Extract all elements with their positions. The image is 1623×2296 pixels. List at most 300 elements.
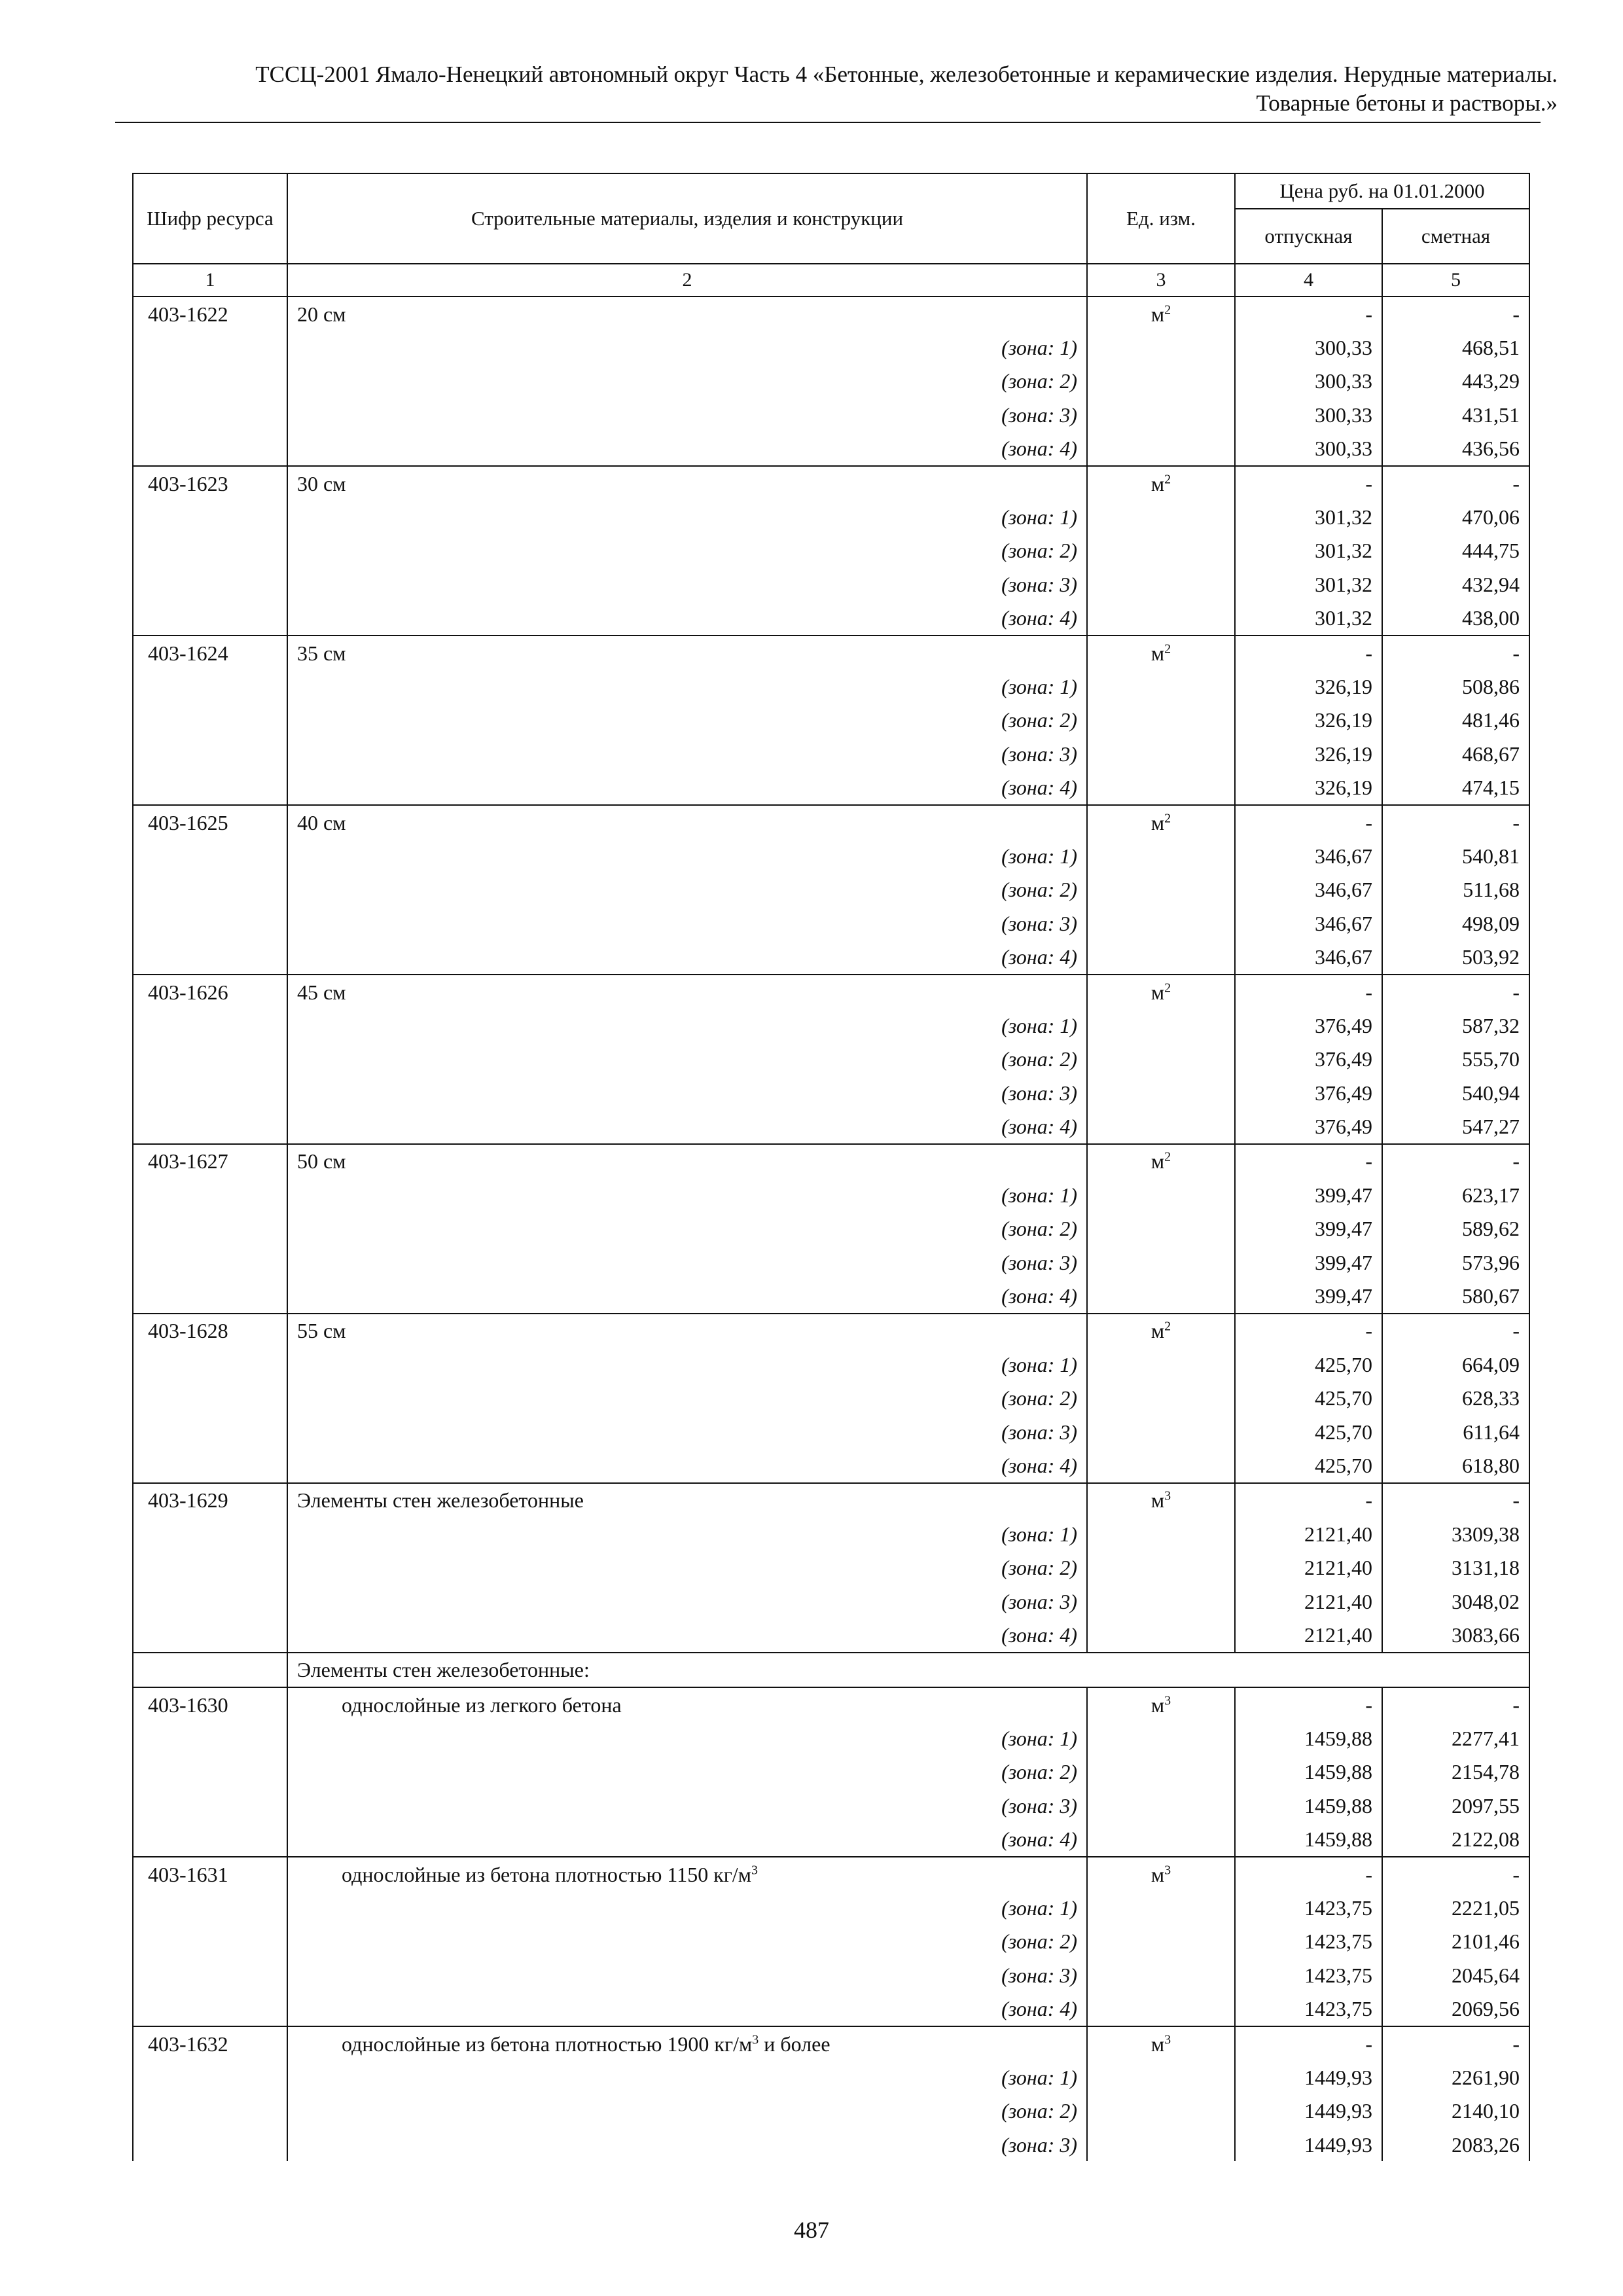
zone-label: (зона: 1) bbox=[287, 1517, 1087, 1551]
zone-label: (зона: 1) bbox=[287, 331, 1087, 364]
resource-code-empty bbox=[133, 534, 287, 567]
zone-label: (зона: 3) bbox=[287, 737, 1087, 770]
table-row-item bbox=[133, 296, 1529, 331]
estimate-price: - bbox=[1382, 1314, 1529, 1348]
resource-code-empty bbox=[133, 1382, 287, 1415]
estimate-price: 2097,55 bbox=[1382, 1789, 1529, 1822]
estimate-price: 573,96 bbox=[1382, 1246, 1529, 1279]
table-row-zone bbox=[133, 737, 1529, 770]
release-price: - bbox=[1235, 975, 1382, 1009]
release-price: 346,67 bbox=[1235, 839, 1382, 872]
unit-of-measure bbox=[1087, 636, 1235, 670]
zone-label: (зона: 3) bbox=[287, 1789, 1087, 1822]
material-name bbox=[287, 1687, 1087, 1721]
zone-label: (зона: 4) bbox=[287, 432, 1087, 466]
zone-label: (зона: 3) bbox=[287, 1958, 1087, 1992]
release-price: 301,32 bbox=[1235, 567, 1382, 601]
material-name-text: 20 см bbox=[297, 302, 346, 326]
estimate-price: 611,64 bbox=[1382, 1415, 1529, 1448]
estimate-price: 2101,46 bbox=[1382, 1925, 1529, 1958]
estimate-price: 438,00 bbox=[1382, 601, 1529, 636]
release-price: 1423,75 bbox=[1235, 1891, 1382, 1924]
zone-label: (зона: 2) bbox=[287, 1551, 1087, 1584]
estimate-price: 3048,02 bbox=[1382, 1585, 1529, 1618]
unit-superscript: 3 bbox=[1164, 2032, 1171, 2047]
resource-code-empty bbox=[133, 2094, 287, 2128]
release-price: 425,70 bbox=[1235, 1348, 1382, 1381]
release-price: 425,70 bbox=[1235, 1382, 1382, 1415]
unit-superscript: 2 bbox=[1164, 471, 1171, 486]
estimate-price: - bbox=[1382, 636, 1529, 670]
unit-empty bbox=[1087, 1789, 1235, 1822]
table-body bbox=[133, 296, 1529, 2161]
unit-superscript: 2 bbox=[1164, 980, 1171, 995]
table-row-zone bbox=[133, 1448, 1529, 1482]
estimate-price: 508,86 bbox=[1382, 670, 1529, 703]
release-price: 1423,75 bbox=[1235, 1992, 1382, 2026]
zone-label: (зона: 3) bbox=[287, 1585, 1087, 1618]
release-price: 300,33 bbox=[1235, 331, 1382, 364]
unit-empty bbox=[1087, 839, 1235, 872]
resource-code-empty bbox=[133, 1958, 287, 1992]
unit-empty bbox=[1087, 1009, 1235, 1042]
unit-empty bbox=[1087, 1925, 1235, 1958]
column-header-price-group: Цена руб. на 01.01.2000 bbox=[1235, 173, 1529, 209]
zone-label: (зона: 2) bbox=[287, 1925, 1087, 1958]
table-row-zone bbox=[133, 500, 1529, 533]
zone-label: (зона: 2) bbox=[287, 873, 1087, 906]
resource-code-empty bbox=[133, 873, 287, 906]
estimate-price: 587,32 bbox=[1382, 1009, 1529, 1042]
unit-empty bbox=[1087, 567, 1235, 601]
table-row-zone bbox=[133, 670, 1529, 703]
zone-label: (зона: 1) bbox=[287, 1178, 1087, 1211]
unit-empty bbox=[1087, 670, 1235, 703]
release-price: - bbox=[1235, 1144, 1382, 1178]
release-price: 1459,88 bbox=[1235, 1789, 1382, 1822]
table-row-zone bbox=[133, 1721, 1529, 1755]
column-number: 5 bbox=[1382, 264, 1529, 296]
unit-empty bbox=[1087, 1043, 1235, 1076]
material-name bbox=[287, 1483, 1087, 1517]
resource-code-empty bbox=[133, 398, 287, 431]
unit-empty bbox=[1087, 1279, 1235, 1313]
unit-text: м bbox=[1150, 810, 1165, 834]
material-name-superscript: 3 bbox=[751, 1863, 758, 1877]
zone-label: (зона: 1) bbox=[287, 1348, 1087, 1381]
release-price: 1459,88 bbox=[1235, 1721, 1382, 1755]
release-price: - bbox=[1235, 2026, 1382, 2060]
estimate-price: 589,62 bbox=[1382, 1212, 1529, 1246]
unit-of-measure bbox=[1087, 1857, 1235, 1891]
table-row-item bbox=[133, 466, 1529, 500]
release-price: 346,67 bbox=[1235, 940, 1382, 974]
column-header-code: Шифр ресурса bbox=[133, 173, 287, 264]
unit-empty bbox=[1087, 906, 1235, 940]
resource-code-empty bbox=[133, 567, 287, 601]
unit-empty bbox=[1087, 1382, 1235, 1415]
table-row-zone bbox=[133, 432, 1529, 466]
table-row-zone bbox=[133, 601, 1529, 636]
release-price: 376,49 bbox=[1235, 1076, 1382, 1109]
material-name bbox=[287, 1314, 1087, 1348]
resource-code-empty bbox=[133, 940, 287, 974]
resource-code-empty bbox=[133, 1043, 287, 1076]
unit-empty bbox=[1087, 1109, 1235, 1143]
unit-of-measure bbox=[1087, 975, 1235, 1009]
estimate-price: 481,46 bbox=[1382, 704, 1529, 737]
release-price: 2121,40 bbox=[1235, 1517, 1382, 1551]
table-row-item bbox=[133, 805, 1529, 839]
estimate-price: 623,17 bbox=[1382, 1178, 1529, 1211]
release-price: 1449,93 bbox=[1235, 2128, 1382, 2161]
table-row-zone bbox=[133, 1109, 1529, 1143]
zone-label: (зона: 4) bbox=[287, 1992, 1087, 2026]
resource-code-empty bbox=[133, 670, 287, 703]
unit-empty bbox=[1087, 1721, 1235, 1755]
table-row-zone bbox=[133, 1382, 1529, 1415]
material-name-text: однослойные из бетона плотностью 1150 кг/м bbox=[342, 1862, 752, 1886]
resource-code: 403-1630 bbox=[133, 1687, 287, 1721]
estimate-price: 580,67 bbox=[1382, 1279, 1529, 1313]
unit-empty bbox=[1087, 1246, 1235, 1279]
estimate-price: 2277,41 bbox=[1382, 1721, 1529, 1755]
resource-code-empty bbox=[133, 704, 287, 737]
estimate-price: 540,94 bbox=[1382, 1076, 1529, 1109]
estimate-price: 470,06 bbox=[1382, 500, 1529, 533]
resource-code-empty bbox=[133, 1109, 287, 1143]
resource-code-empty bbox=[133, 1517, 287, 1551]
unit-empty bbox=[1087, 2128, 1235, 2161]
release-price: 300,33 bbox=[1235, 432, 1382, 466]
estimate-price: 3131,18 bbox=[1382, 1551, 1529, 1584]
resource-code-empty bbox=[133, 1925, 287, 1958]
estimate-price: 444,75 bbox=[1382, 534, 1529, 567]
zone-label: (зона: 2) bbox=[287, 365, 1087, 398]
release-price: 326,19 bbox=[1235, 670, 1382, 703]
resource-code-empty bbox=[133, 1279, 287, 1313]
material-name bbox=[287, 975, 1087, 1009]
column-number: 3 bbox=[1087, 264, 1235, 296]
resource-code: 403-1625 bbox=[133, 805, 287, 839]
zone-label: (зона: 4) bbox=[287, 1279, 1087, 1313]
zone-label: (зона: 3) bbox=[287, 398, 1087, 431]
zone-label: (зона: 2) bbox=[287, 2094, 1087, 2128]
unit-text: м bbox=[1150, 1149, 1165, 1174]
material-name bbox=[287, 1857, 1087, 1891]
release-price: 376,49 bbox=[1235, 1009, 1382, 1042]
resource-code-empty bbox=[133, 432, 287, 466]
column-header-name: Строительные материалы, изделия и конструкции bbox=[287, 173, 1087, 264]
column-header-release-price: отпускная bbox=[1235, 209, 1382, 264]
unit-empty bbox=[1087, 1551, 1235, 1584]
release-price: 300,33 bbox=[1235, 398, 1382, 431]
estimate-price: - bbox=[1382, 1483, 1529, 1517]
table-row-section bbox=[133, 1653, 1529, 1687]
material-name-text: Элементы стен железобетонные bbox=[297, 1488, 584, 1513]
unit-empty bbox=[1087, 1076, 1235, 1109]
table-row-zone bbox=[133, 1178, 1529, 1211]
material-name-text: 35 см bbox=[297, 641, 346, 665]
table-row-zone bbox=[133, 1755, 1529, 1789]
release-price: 2121,40 bbox=[1235, 1551, 1382, 1584]
unit-empty bbox=[1087, 500, 1235, 533]
header-line-1: ТССЦ-2001 Ямало-Ненецкий автономный округ Часть 4 «Бетонные, железобетонные и керамические изделия. Нерудные материалы. bbox=[255, 62, 1558, 87]
column-header-unit: Ед. изм. bbox=[1087, 173, 1235, 264]
release-price: 399,47 bbox=[1235, 1178, 1382, 1211]
resource-code: 403-1622 bbox=[133, 296, 287, 331]
release-price: 1459,88 bbox=[1235, 1823, 1382, 1857]
release-price: 1459,88 bbox=[1235, 1755, 1382, 1789]
zone-label: (зона: 3) bbox=[287, 906, 1087, 940]
unit-empty bbox=[1087, 1585, 1235, 1618]
zone-label: (зона: 1) bbox=[287, 1891, 1087, 1924]
table-row-zone bbox=[133, 1043, 1529, 1076]
estimate-price: 432,94 bbox=[1382, 567, 1529, 601]
unit-empty bbox=[1087, 1992, 1235, 2026]
resource-code-empty bbox=[133, 331, 287, 364]
header-divider bbox=[115, 122, 1541, 123]
zone-label: (зона: 4) bbox=[287, 1618, 1087, 1652]
estimate-price: 511,68 bbox=[1382, 873, 1529, 906]
zone-label: (зона: 1) bbox=[287, 670, 1087, 703]
resource-code-empty bbox=[133, 906, 287, 940]
unit-of-measure bbox=[1087, 1314, 1235, 1348]
unit-empty bbox=[1087, 1348, 1235, 1381]
resource-code-empty bbox=[133, 1721, 287, 1755]
estimate-price: 2122,08 bbox=[1382, 1823, 1529, 1857]
zone-label: (зона: 3) bbox=[287, 567, 1087, 601]
unit-empty bbox=[1087, 1178, 1235, 1211]
table-row-zone bbox=[133, 365, 1529, 398]
resource-code-empty bbox=[133, 2128, 287, 2161]
table-row-zone bbox=[133, 770, 1529, 804]
estimate-price: 555,70 bbox=[1382, 1043, 1529, 1076]
release-price: - bbox=[1235, 1687, 1382, 1721]
resource-code: 403-1628 bbox=[133, 1314, 287, 1348]
estimate-price: - bbox=[1382, 1687, 1529, 1721]
unit-of-measure bbox=[1087, 1687, 1235, 1721]
unit-text: м bbox=[1150, 1488, 1165, 1513]
estimate-price: 474,15 bbox=[1382, 770, 1529, 804]
unit-superscript: 2 bbox=[1164, 1319, 1171, 1334]
zone-label: (зона: 1) bbox=[287, 1009, 1087, 1042]
estimate-price: 547,27 bbox=[1382, 1109, 1529, 1143]
release-price: 326,19 bbox=[1235, 770, 1382, 804]
table-row-zone bbox=[133, 1212, 1529, 1246]
unit-superscript: 2 bbox=[1164, 641, 1171, 656]
unit-of-measure bbox=[1087, 296, 1235, 331]
estimate-price: 3309,38 bbox=[1382, 1517, 1529, 1551]
zone-label: (зона: 1) bbox=[287, 1721, 1087, 1755]
estimate-price: 2261,90 bbox=[1382, 2060, 1529, 2094]
zone-label: (зона: 2) bbox=[287, 704, 1087, 737]
release-price: 1423,75 bbox=[1235, 1925, 1382, 1958]
resource-code-empty bbox=[133, 1076, 287, 1109]
release-price: 301,32 bbox=[1235, 601, 1382, 636]
resource-code: 403-1632 bbox=[133, 2026, 287, 2060]
table-row-zone bbox=[133, 1009, 1529, 1042]
release-price: 300,33 bbox=[1235, 365, 1382, 398]
material-name bbox=[287, 2026, 1087, 2060]
unit-of-measure bbox=[1087, 2026, 1235, 2060]
table-row-zone bbox=[133, 1958, 1529, 1992]
unit-superscript: 2 bbox=[1164, 1149, 1171, 1164]
table-row-item bbox=[133, 2026, 1529, 2060]
material-name-text: 40 см bbox=[297, 810, 346, 834]
estimate-price: 3083,66 bbox=[1382, 1618, 1529, 1652]
material-name-text: однослойные из легкого бетона bbox=[342, 1693, 622, 1717]
column-number: 1 bbox=[133, 264, 287, 296]
unit-superscript: 2 bbox=[1164, 302, 1171, 317]
release-price: 301,32 bbox=[1235, 534, 1382, 567]
zone-label: (зона: 2) bbox=[287, 1755, 1087, 1789]
zone-label: (зона: 2) bbox=[287, 534, 1087, 567]
unit-text: м bbox=[1150, 1693, 1165, 1717]
unit-empty bbox=[1087, 534, 1235, 567]
table-row-zone bbox=[133, 1585, 1529, 1618]
table-row-zone bbox=[133, 331, 1529, 364]
column-number: 2 bbox=[287, 264, 1087, 296]
resource-code-empty bbox=[133, 1618, 287, 1652]
unit-empty bbox=[1087, 1891, 1235, 1924]
estimate-price: 2083,26 bbox=[1382, 2128, 1529, 2161]
estimate-price: - bbox=[1382, 296, 1529, 331]
header-line-2: Товарные бетоны и растворы.» bbox=[1256, 90, 1558, 116]
unit-empty bbox=[1087, 940, 1235, 974]
unit-empty bbox=[1087, 1415, 1235, 1448]
resource-code-empty bbox=[133, 601, 287, 636]
unit-superscript: 3 bbox=[1164, 1693, 1171, 1708]
unit-text: м bbox=[1150, 980, 1165, 1004]
resource-code-empty bbox=[133, 1009, 287, 1042]
unit-empty bbox=[1087, 2094, 1235, 2128]
table-row-zone bbox=[133, 1618, 1529, 1652]
table-row-zone bbox=[133, 1992, 1529, 2026]
estimate-price: - bbox=[1382, 1857, 1529, 1891]
table-row-zone bbox=[133, 839, 1529, 872]
resource-code-empty bbox=[133, 1755, 287, 1789]
unit-text: м bbox=[1150, 471, 1165, 495]
table-row-item bbox=[133, 1687, 1529, 1721]
unit-of-measure bbox=[1087, 1144, 1235, 1178]
release-price: 399,47 bbox=[1235, 1246, 1382, 1279]
material-name-text: 30 см bbox=[297, 471, 346, 495]
unit-superscript: 2 bbox=[1164, 810, 1171, 825]
estimate-price: 503,92 bbox=[1382, 940, 1529, 974]
release-price: 1423,75 bbox=[1235, 1958, 1382, 1992]
estimate-price: - bbox=[1382, 1144, 1529, 1178]
material-name-text: 45 см bbox=[297, 980, 346, 1004]
release-price: 326,19 bbox=[1235, 737, 1382, 770]
release-price: 376,49 bbox=[1235, 1109, 1382, 1143]
release-price: 425,70 bbox=[1235, 1448, 1382, 1482]
resource-code: 403-1627 bbox=[133, 1144, 287, 1178]
resource-code-empty bbox=[133, 770, 287, 804]
release-price: 425,70 bbox=[1235, 1415, 1382, 1448]
resource-code-empty bbox=[133, 365, 287, 398]
zone-label: (зона: 1) bbox=[287, 500, 1087, 533]
estimate-price: - bbox=[1382, 975, 1529, 1009]
unit-text: м bbox=[1150, 1319, 1165, 1343]
zone-label: (зона: 3) bbox=[287, 1076, 1087, 1109]
page-number: 487 bbox=[794, 2217, 829, 2243]
unit-empty bbox=[1087, 1618, 1235, 1652]
table-row-zone bbox=[133, 1789, 1529, 1822]
zone-label: (зона: 3) bbox=[287, 1246, 1087, 1279]
unit-empty bbox=[1087, 1755, 1235, 1789]
estimate-price: 498,09 bbox=[1382, 906, 1529, 940]
resource-code-empty bbox=[133, 1823, 287, 1857]
zone-label: (зона: 3) bbox=[287, 2128, 1087, 2161]
table-row-zone bbox=[133, 1891, 1529, 1924]
unit-text: м bbox=[1150, 302, 1165, 326]
zone-label: (зона: 4) bbox=[287, 770, 1087, 804]
estimate-price: 2221,05 bbox=[1382, 1891, 1529, 1924]
price-table bbox=[132, 173, 1530, 2161]
release-price: - bbox=[1235, 296, 1382, 331]
material-name-superscript: 3 bbox=[752, 2032, 759, 2047]
table-row-zone bbox=[133, 1925, 1529, 1958]
zone-label: (зона: 4) bbox=[287, 601, 1087, 636]
estimate-price: 443,29 bbox=[1382, 365, 1529, 398]
unit-empty bbox=[1087, 1958, 1235, 1992]
unit-text: м bbox=[1150, 1862, 1165, 1886]
column-header-estimate-price: сметная bbox=[1382, 209, 1529, 264]
resource-code-empty bbox=[133, 1789, 287, 1822]
unit-superscript: 3 bbox=[1164, 1488, 1171, 1503]
estimate-price: - bbox=[1382, 805, 1529, 839]
unit-empty bbox=[1087, 873, 1235, 906]
table-row-zone bbox=[133, 1517, 1529, 1551]
release-price: 1449,93 bbox=[1235, 2060, 1382, 2094]
material-name-text: однослойные из бетона плотностью 1900 кг/м bbox=[342, 2032, 753, 2056]
release-price: 301,32 bbox=[1235, 500, 1382, 533]
estimate-price: - bbox=[1382, 2026, 1529, 2060]
table-row-item bbox=[133, 975, 1529, 1009]
release-price: 399,47 bbox=[1235, 1212, 1382, 1246]
material-name bbox=[287, 296, 1087, 331]
material-name bbox=[287, 466, 1087, 500]
table-row-zone bbox=[133, 1823, 1529, 1857]
resource-code-empty bbox=[133, 1551, 287, 1584]
table-row-zone bbox=[133, 940, 1529, 974]
release-price: - bbox=[1235, 466, 1382, 500]
table-row-item bbox=[133, 1314, 1529, 1348]
resource-code-empty bbox=[133, 737, 287, 770]
zone-label: (зона: 2) bbox=[287, 1043, 1087, 1076]
zone-label: (зона: 1) bbox=[287, 2060, 1087, 2094]
unit-empty bbox=[1087, 1517, 1235, 1551]
material-name bbox=[287, 805, 1087, 839]
table-row-zone bbox=[133, 1415, 1529, 1448]
resource-code: 403-1624 bbox=[133, 636, 287, 670]
release-price: 399,47 bbox=[1235, 1279, 1382, 1313]
unit-empty bbox=[1087, 737, 1235, 770]
unit-empty bbox=[1087, 398, 1235, 431]
estimate-price: 2045,64 bbox=[1382, 1958, 1529, 1992]
material-name bbox=[287, 636, 1087, 670]
material-name-tail: и более bbox=[758, 2032, 830, 2056]
estimate-price: 2154,78 bbox=[1382, 1755, 1529, 1789]
table-row-zone bbox=[133, 1348, 1529, 1381]
release-price: 346,67 bbox=[1235, 873, 1382, 906]
table-row-zone bbox=[133, 873, 1529, 906]
zone-label: (зона: 2) bbox=[287, 1212, 1087, 1246]
estimate-price: 431,51 bbox=[1382, 398, 1529, 431]
unit-empty bbox=[1087, 601, 1235, 636]
release-price: 346,67 bbox=[1235, 906, 1382, 940]
